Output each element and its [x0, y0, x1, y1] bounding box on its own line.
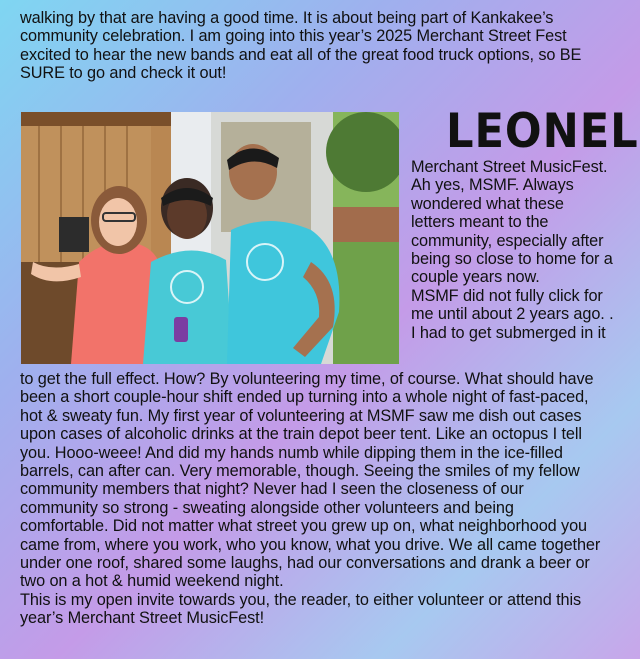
- side-paragraph: [411, 158, 626, 342]
- text-line: community so strong - sweating alongside other volunteers and being: [20, 498, 514, 517]
- text-line: walking by that are having a good time. It is about being part of Kankakee’s: [20, 9, 554, 27]
- text-line: community members that night? Never had I seen the closeness of our: [20, 480, 524, 499]
- text-line: came from, where you work, who you know, what you drive. We all came together: [20, 535, 601, 554]
- volunteers-photo: [21, 112, 399, 364]
- text-line: being so close to home for a: [411, 250, 613, 269]
- text-line: hot & sweaty fun. My first year of volunteering at MSMF saw me dish out cases: [20, 406, 582, 425]
- text-line: I had to get submerged in it: [411, 323, 606, 342]
- main-paragraph: [20, 370, 626, 628]
- text-line: SURE to go and check it out!: [20, 64, 227, 83]
- text-line: been a short couple-hour shift ended up turning into a whole night of fast-paced,: [20, 388, 589, 407]
- text-line: community, especially after: [411, 231, 604, 250]
- text-line: barrels, can after can. Very memorable, though. Seeing the smiles of my fellow: [20, 462, 580, 481]
- text-line: Merchant Street MusicFest.: [411, 158, 608, 176]
- text-line: year’s Merchant Street MusicFest!: [20, 609, 265, 628]
- text-line: you. Hooo-weee! And did my hands numb while dipping them in the ice-filled: [20, 443, 563, 462]
- intro-paragraph: [20, 9, 625, 83]
- text-line: excited to hear the new bands and eat all of the great food truck options, so BE: [20, 45, 582, 64]
- text-line: two on a hot & humid weekend night.: [20, 572, 284, 591]
- text-line: This is my open invite towards you, the reader, to either volunteer or attend this: [20, 590, 582, 609]
- text-line: couple years now.: [411, 268, 540, 287]
- text-line: comfortable. Did not matter what street you grew up on, what neighborhood you: [20, 517, 587, 536]
- text-line: community celebration. I am going into this year’s 2025 Merchant Street Fest: [20, 27, 567, 46]
- profile-name-heading: LEONEL: [446, 104, 639, 159]
- text-line: wondered what these: [411, 194, 564, 213]
- text-line: under one roof, shared some laughs, had our conversations and drank a beer or: [20, 554, 590, 573]
- text-line: letters meant to the: [411, 213, 549, 232]
- text-line: upon cases of alcoholic drinks at the train depot beer tent. Like an octopus I tell: [20, 425, 582, 444]
- text-line: MSMF did not fully click for: [411, 286, 603, 305]
- text-line: me until about 2 years ago. .: [411, 305, 614, 324]
- text-line: to get the full effect. How? By volunteering my time, of course. What should have: [20, 370, 594, 388]
- photo-illustration: [21, 112, 399, 364]
- text-line: Ah yes, MSMF. Always: [411, 176, 574, 195]
